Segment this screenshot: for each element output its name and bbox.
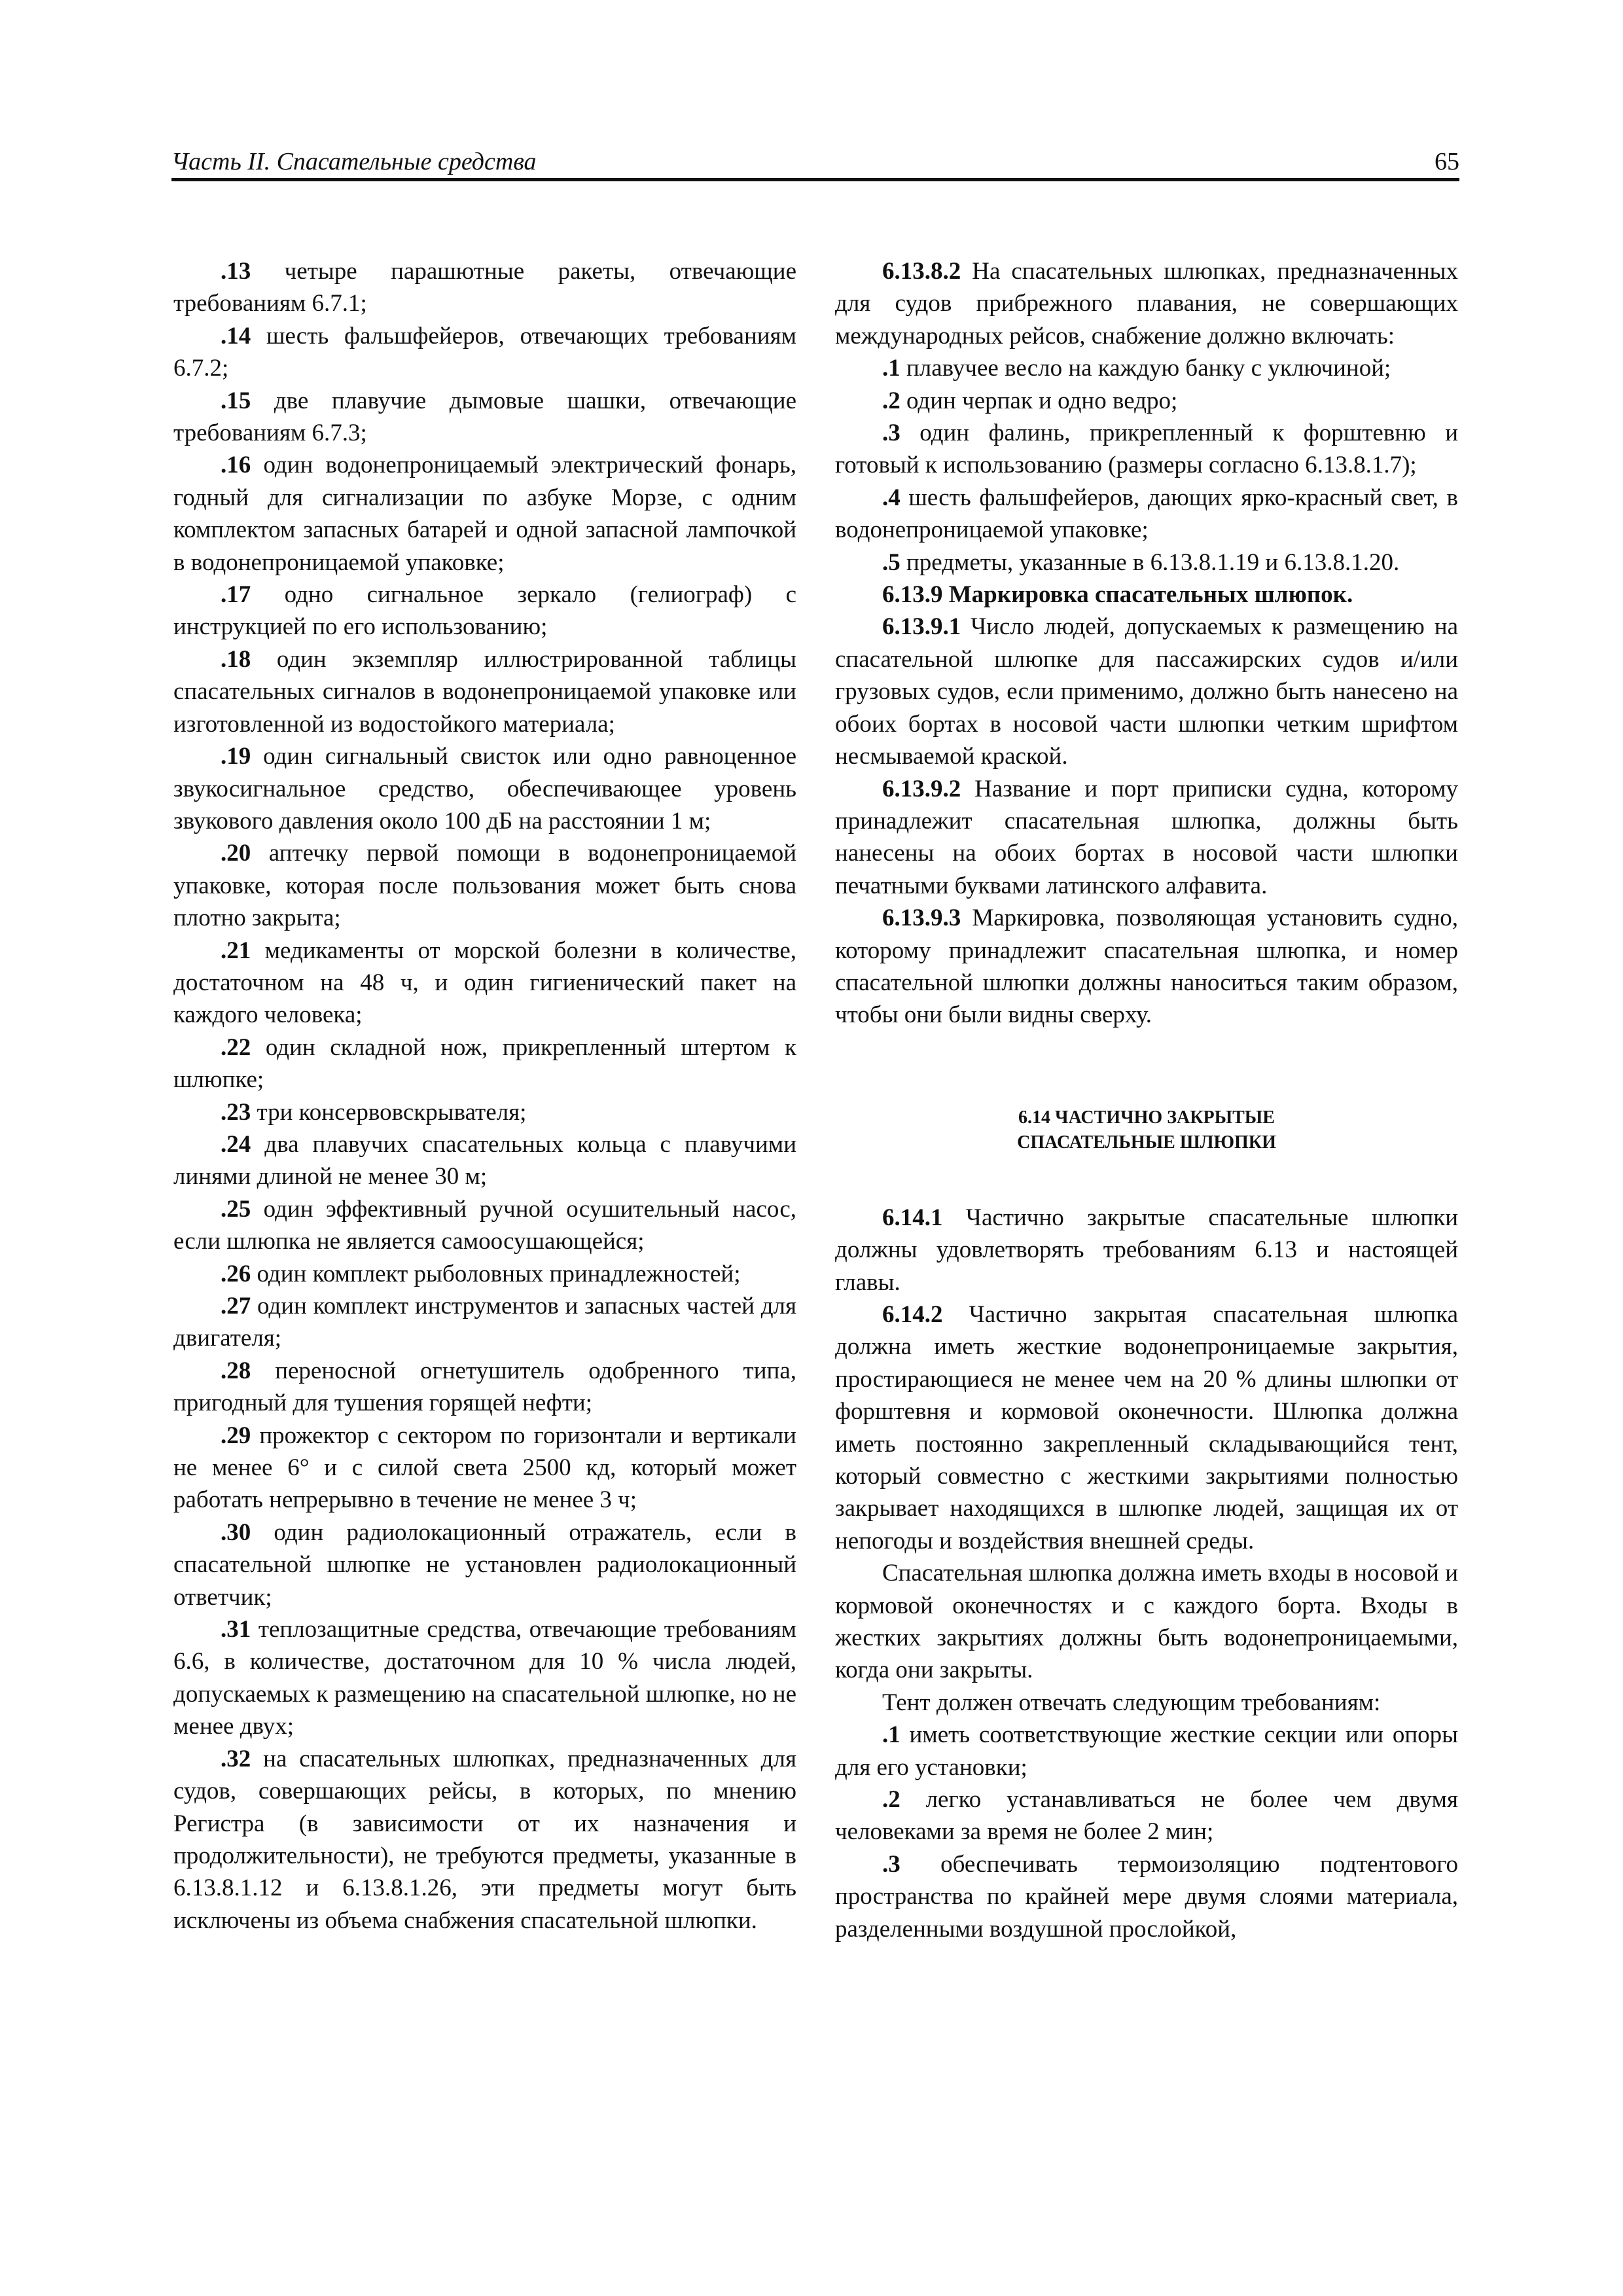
paragraph <box>835 1299 1458 1557</box>
item-text: два плавучих спасательных кольца с плавучими линями длиной не менее 30 м; <box>173 1130 796 1191</box>
item-number: .19 <box>221 743 251 770</box>
item-text: четыре парашютные ракеты, отвечающие требованиям 6.7.1; <box>173 258 796 317</box>
paragraph <box>835 255 1458 352</box>
item-number: .2 <box>882 1786 901 1814</box>
list-item <box>173 255 796 320</box>
item-number: .18 <box>221 645 251 673</box>
item-text: три консервовскрывателя; <box>251 1098 527 1126</box>
paragraph <box>835 902 1458 1031</box>
right-column <box>835 255 1458 1945</box>
item-text: медикаменты от морской болезни в количестве, достаточном на 48 ч, и один гигиенический пакет на каждого человека; <box>173 937 796 1029</box>
clause-number: 6.13.9.1 <box>882 613 961 641</box>
item-text: один складной нож, прикрепленный штертом к шлюпке; <box>173 1033 796 1094</box>
paragraph-text: Число людей, допускаемых к размещению на спасательной шлюпке для пассажирских судов и/или грузовых судов, если применимо, должно быть нанесено на обоих бортах в носовой части шлюпки четким шрифтом несмываемой краской. <box>835 613 1458 770</box>
header-rule <box>171 178 1459 181</box>
list-item <box>835 482 1458 547</box>
item-number: .3 <box>882 1850 901 1878</box>
section-title-line: СПАСАТЕЛЬНЫЕ ШЛЮПКИ <box>1017 1132 1276 1153</box>
item-number: .20 <box>221 840 251 867</box>
item-number: .13 <box>221 258 251 285</box>
section-title <box>835 1105 1458 1155</box>
item-number: .27 <box>221 1293 251 1319</box>
list-item <box>173 837 796 934</box>
list-item <box>173 320 796 385</box>
item-number: .21 <box>221 937 251 964</box>
item-number: .22 <box>221 1033 251 1061</box>
list-item <box>173 579 796 643</box>
item-text: один экземпляр иллюстрированной таблицы спасательных сигналов в водонепроницаемой упаковке или изготовленной из водостойкого материала; <box>173 645 796 738</box>
list-item <box>835 385 1458 417</box>
item-text: шесть фальшфейеров, дающих ярко-красный свет, в водонепроницаемой упаковке; <box>835 484 1458 544</box>
list-item <box>173 1420 796 1516</box>
clause-number: 6.13.9.3 <box>882 905 961 932</box>
paragraph <box>835 1687 1458 1719</box>
item-text: две плавучие дымовые шашки, отвечающие требованиям 6.7.3; <box>173 387 796 447</box>
spacer <box>835 1031 1458 1105</box>
paragraph <box>835 773 1458 903</box>
list-item <box>835 1784 1458 1848</box>
list-item <box>173 1290 796 1355</box>
list-item <box>173 1258 796 1290</box>
list-item <box>173 1743 796 1937</box>
item-text: прожектор с сектором по горизонтали и вертикали не менее 6° и с силой света 2500 кд, который может работать непрерывно в течение не менее 3 ч; <box>173 1422 796 1514</box>
list-item <box>173 740 796 837</box>
list-item <box>173 1096 796 1128</box>
item-text: аптечку первой помощи в водонепроницаемой упаковке, которая после пользования может быть снова плотно закрыта; <box>173 840 796 932</box>
spacer <box>835 1155 1458 1202</box>
item-text: одно сигнальное зеркало (гелиограф) с инструкцией по его использованию; <box>173 581 796 641</box>
item-text: один радиолокационный отражатель, если в спасательной шлюпке не установлен радиолокационный ответчик; <box>173 1518 796 1611</box>
item-number: .28 <box>221 1357 251 1384</box>
item-text: иметь соответствующие жесткие секции или опоры для его установки; <box>835 1721 1458 1781</box>
item-text: один сигнальный свисток или одно равноценное звукосигнальное средство, обеспечивающее уровень звукового давления около 100 дБ на расстоянии 1 м; <box>173 743 796 834</box>
item-text: теплозащитные средства, отвечающие требованиям 6.6, в количестве, достаточном для 10 % числа людей, допускаемых к размещению на спасательной шлюпке, но не менее двух; <box>173 1616 796 1740</box>
item-text: предметы, указанные в 6.13.8.1.19 и 6.13.8.1.20. <box>900 548 1400 576</box>
paragraph-text: Спасательная шлюпка должна иметь входы в носовой и кормовой оконечностях и с каждого борта. Входы в жестких закрытиях должны быть водонепроницаемыми, когда они закрыты. <box>835 1560 1458 1684</box>
item-number: .32 <box>221 1745 251 1772</box>
list-item <box>835 352 1458 384</box>
item-number: .14 <box>221 322 251 350</box>
item-number: .15 <box>221 387 251 414</box>
clause-number: 6.13.9.2 <box>882 775 961 802</box>
list-item <box>835 1719 1458 1784</box>
paragraph-text: Частично закрытая спасательная шлюпка должна иметь жесткие водонепроницаемые закрытия, простирающиеся не менее чем на 20 % длины шлюпки от форштевня и кормовой оконечности. Шлюпка должна иметь постоянно закрепленный складывающийся тент, который совместно с жесткими закрытиями полностью закрывает находящихся в шлюпке людей, защищая их от непогоды и воздействия внешней среды. <box>835 1300 1458 1554</box>
item-number: .29 <box>221 1422 251 1449</box>
item-number: .3 <box>882 420 901 447</box>
list-item <box>173 385 796 450</box>
paragraph <box>835 1202 1458 1299</box>
subsection-heading <box>835 579 1458 611</box>
item-number: .26 <box>221 1260 251 1287</box>
left-column <box>173 255 796 1937</box>
item-number: .30 <box>221 1518 251 1546</box>
list-item <box>173 643 796 740</box>
list-item <box>835 547 1458 579</box>
running-header-title: Часть II. Спасательные средства <box>171 148 537 175</box>
list-item <box>173 1613 796 1743</box>
paragraph-text: На спасательных шлюпках, предназначенных для судов прибрежного плавания, не совершающих международных рейсов, снабжение должно включать: <box>835 258 1458 350</box>
item-number: .2 <box>882 387 901 414</box>
paragraph-text: Частично закрытые спасательные шлюпки должны удовлетворять требованиям 6.13 и настоящей главы. <box>835 1204 1458 1296</box>
list-item <box>835 1848 1458 1945</box>
paragraph-text: Название и порт приписки судна, которому принадлежит спасательная шлюпка, должны быть нанесены на обоих бортах в носовой части шлюпки печатными буквами латинского алфавита. <box>835 775 1458 899</box>
item-text: переносной огнетушитель одобренного типа, пригодный для тушения горящей нефти; <box>173 1357 796 1417</box>
clause-number: 6.14.2 <box>882 1300 943 1328</box>
item-number: .31 <box>221 1616 251 1643</box>
paragraph <box>835 1557 1458 1687</box>
item-text: один черпак и одно ведро; <box>900 387 1178 414</box>
page-number: 65 <box>1435 148 1459 175</box>
item-text: один эффективный ручной осушительный насос, если шлюпка не является самоосушающейся; <box>173 1195 796 1255</box>
list-item <box>173 1516 796 1613</box>
list-item <box>173 1031 796 1096</box>
list-item <box>173 1355 796 1420</box>
item-number: .25 <box>221 1195 251 1223</box>
list-item <box>173 1128 796 1193</box>
item-number: .1 <box>882 1721 901 1749</box>
item-text: обеспечивать термоизоляцию подтентового пространства по крайней мере двумя слоями материала, разделенными воздушной прослойкой, <box>835 1850 1458 1943</box>
running-header <box>171 145 1459 178</box>
item-number: .17 <box>221 581 251 609</box>
paragraph-text: Тент должен отвечать следующим требованиям: <box>882 1689 1381 1716</box>
list-item <box>173 1193 796 1258</box>
clause-number: 6.13.8.2 <box>882 258 961 285</box>
item-number: .24 <box>221 1130 251 1158</box>
list-item <box>173 449 796 579</box>
item-text: шесть фальшфейеров, отвечающих требованиям 6.7.2; <box>173 322 796 382</box>
item-number: .23 <box>221 1098 251 1126</box>
item-number: .5 <box>882 548 901 576</box>
item-text: один комплект рыболовных принадлежностей; <box>251 1260 741 1287</box>
subsection-heading-text: 6.13.9 Маркировка спасательных шлюпок. <box>882 581 1353 609</box>
item-text: один комплект инструментов и запасных частей для двигателя; <box>173 1293 796 1352</box>
list-item <box>173 935 796 1031</box>
item-number: .1 <box>882 355 901 382</box>
item-text: один фалинь, прикрепленный к форштевню и готовый к использованию (размеры согласно 6.13.8.1.7); <box>835 420 1458 479</box>
item-text: один водонепроницаемый электрический фонарь, годный для сигнализации по азбуке Морзе, с одним комплектом запасных батарей и одной запасной лампочкой в водонепроницаемой упаковке; <box>173 452 796 576</box>
paragraph <box>835 611 1458 772</box>
item-text: легко устанавливаться не более чем двумя человеками за время не более 2 мин; <box>835 1786 1458 1846</box>
item-number: .16 <box>221 452 251 479</box>
section-title-line: 6.14 ЧАСТИЧНО ЗАКРЫТЫЕ <box>1018 1107 1275 1128</box>
clause-number: 6.14.1 <box>882 1204 943 1231</box>
paragraph-text: Маркировка, позволяющая установить судно, которому принадлежит спасательная шлюпка, и номер спасательной шлюпки должны наноситься таким образом, чтобы они были видны сверху. <box>835 905 1458 1029</box>
list-item <box>835 417 1458 482</box>
item-text: плавучее весло на каждую банку с уключиной; <box>900 355 1391 382</box>
item-text: на спасательных шлюпках, предназначенных для судов, совершающих рейсы, в которых, по мнению Регистра (в зависимости от их назначения и продолжительности), не требуются предметы, указанные в 6.13.8.1.12 и 6.13.8.1.26, эти предметы могут быть исключены из объема снабжения спасательной шлюпки. <box>173 1745 796 1934</box>
item-number: .4 <box>882 484 901 511</box>
